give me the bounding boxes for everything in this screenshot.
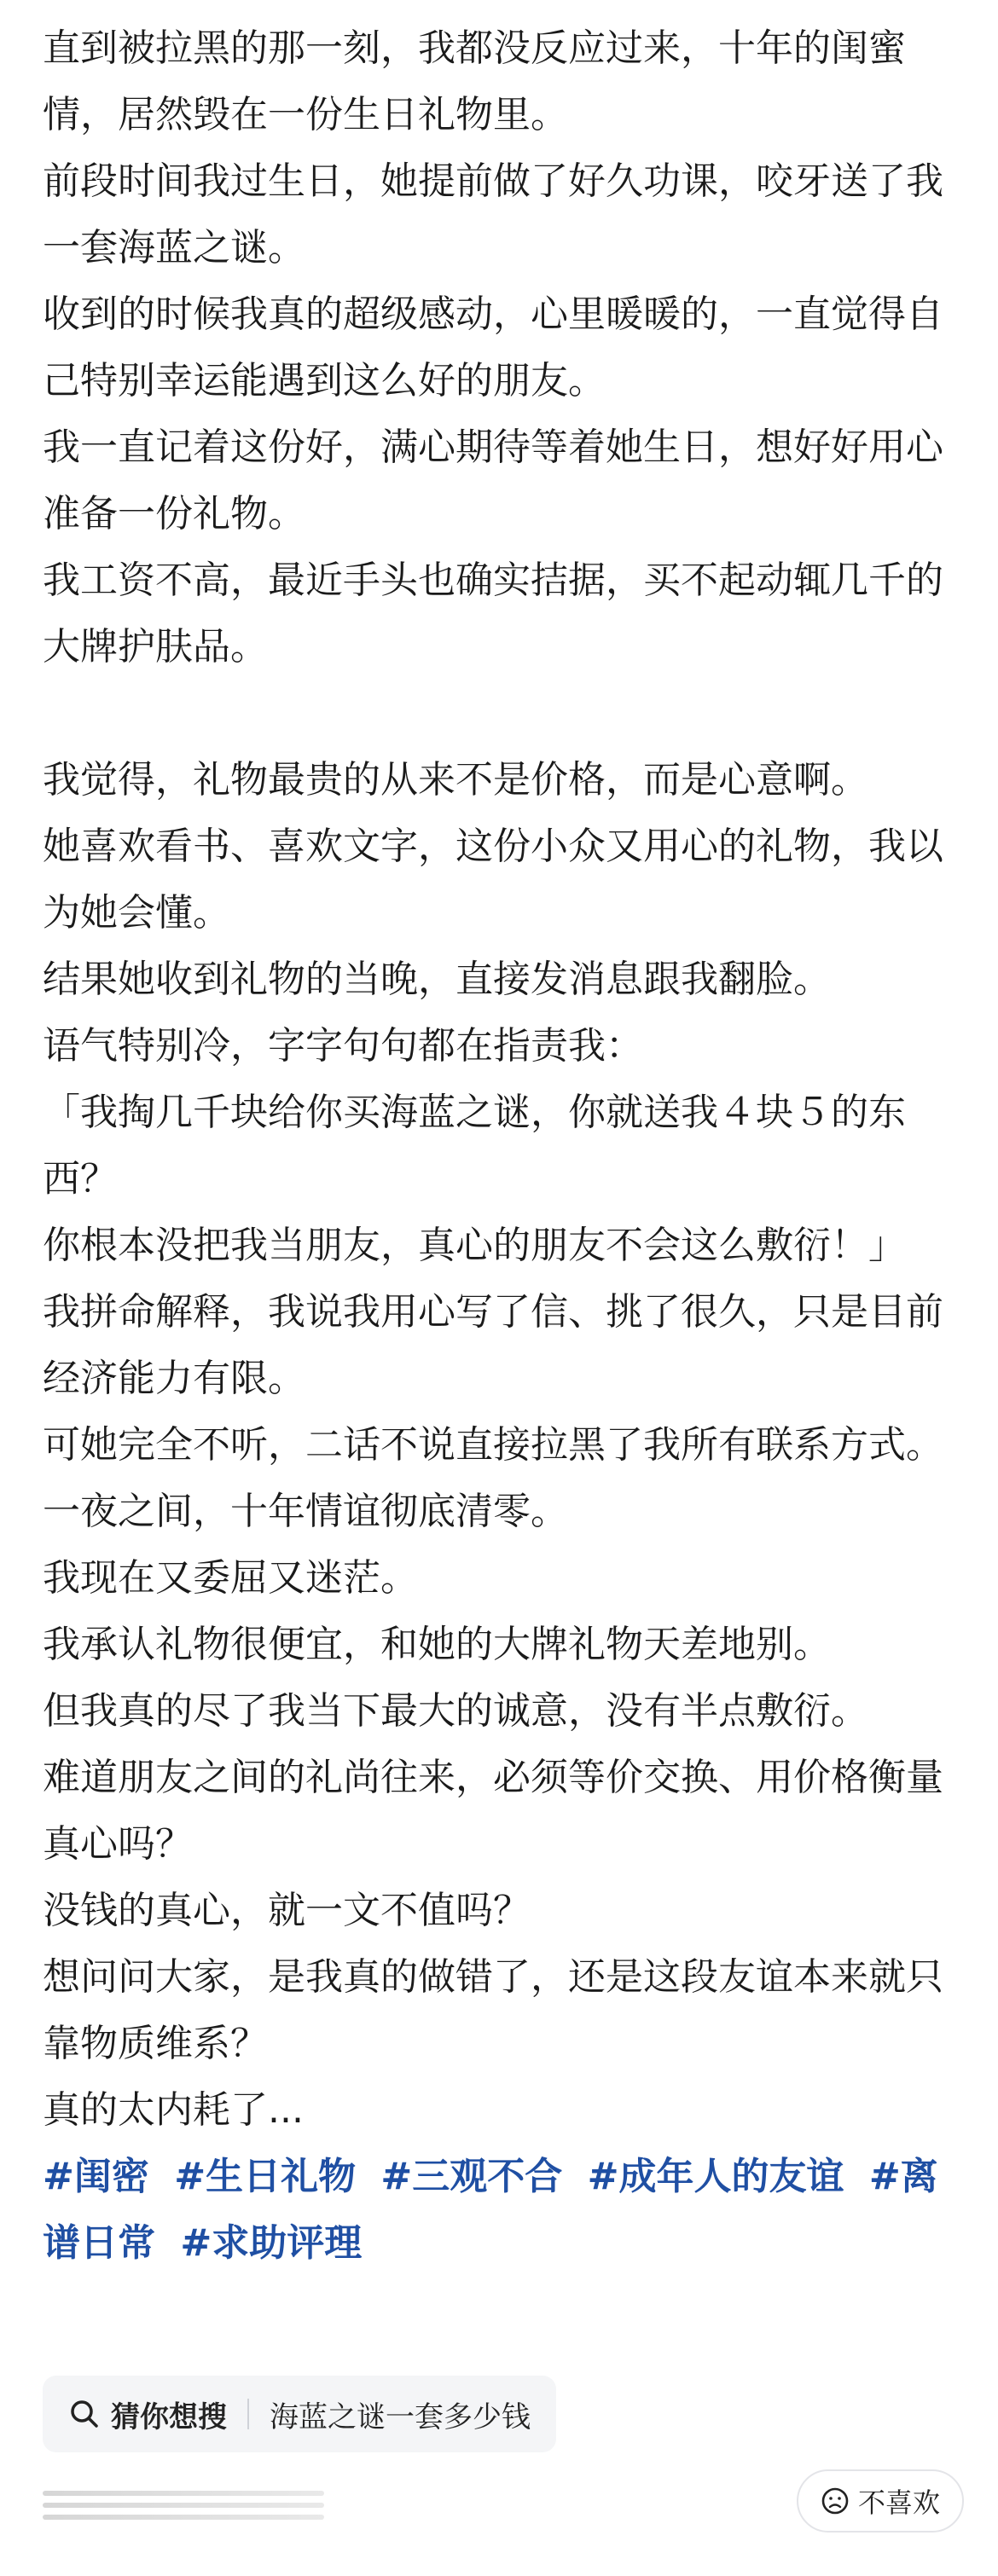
post-paragraph: 一夜之间，十年情谊彻底清零。 [43, 1490, 568, 1533]
divider [247, 2399, 249, 2429]
post-paragraph: 「我掏几千块给你买海蓝之谜，你就送我４块５的东西？ [43, 1091, 906, 1201]
post-paragraph: 前段时间我过生日，她提前做了好久功课，咬牙送了我一套海蓝之谜。 [43, 159, 943, 269]
dislike-button[interactable] [797, 2469, 964, 2533]
hashtag-link[interactable]: #成年人的友谊 [587, 2155, 844, 2198]
hashtag-link[interactable]: #三观不合 [380, 2155, 563, 2198]
post-paragraph: 直到被拉黑的那一刻，我都没反应过来，十年的闺蜜情，居然毁在一份生日礼物里。 [43, 26, 906, 136]
post-paragraph: 我觉得，礼物最贵的从来不是价格，而是心意啊。 [43, 758, 868, 802]
post-paragraph: 收到的时候我真的超级感动，心里暖暖的，一直觉得自己特别幸运能遇到这么好的朋友。 [43, 292, 943, 402]
suggested-search-label: 猜你想搜 [111, 2399, 227, 2434]
post-paragraph: 可她完全不听，二话不说直接拉黑了我所有联系方式。 [43, 1423, 943, 1467]
post-paragraph: 你根本没把我当朋友，真心的朋友不会这么敷衍！」 [43, 1224, 906, 1267]
post-paragraph: 我现在又委屈又迷茫。 [43, 1556, 418, 1600]
hashtag-list [43, 2144, 972, 2277]
hashtag-link[interactable]: #求助评理 [180, 2221, 363, 2265]
post-paragraph: 没钱的真心，就一文不值吗？ [43, 1889, 531, 1932]
hashtag-link[interactable]: #生日礼物 [174, 2155, 357, 2198]
post-paragraph: 我拼命解释，我说我用心写了信、挑了很久，只是目前经济能力有限。 [43, 1290, 943, 1400]
post-paragraph: 结果她收到礼物的当晚，直接发消息跟我翻脸。 [43, 958, 831, 1001]
dislike-label: 不喜欢 [857, 2486, 940, 2519]
hashtag-link[interactable]: #闺密 [43, 2155, 149, 2198]
post-paragraph: 语气特别冷，字字句句都在指责我： [43, 1024, 643, 1068]
author-info-placeholder [43, 2491, 324, 2520]
post-paragraph: 我工资不高，最近手头也确实拮据，买不起动辄几千的大牌护肤品。 [43, 559, 943, 669]
post-paragraph: 我一直记着这份好，满心期待等着她生日，想好好用心准备一份礼物。 [43, 425, 943, 535]
paragraph-gap [43, 680, 972, 747]
post-paragraph: 但我真的尽了我当下最大的诚意，没有半点敷衍。 [43, 1689, 868, 1733]
post-paragraph: 真的太内耗了... [43, 2088, 304, 2132]
search-icon [68, 2398, 101, 2430]
post-paragraph: 她喜欢看书、喜欢文字，这份小众又用心的礼物，我以为她会懂。 [43, 825, 943, 935]
post-paragraph: 我承认礼物很便宜，和她的大牌礼物天差地别。 [43, 1623, 831, 1666]
suggested-search[interactable] [43, 2376, 556, 2452]
suggested-search-query[interactable]: 海蓝之谜一套多少钱 [270, 2399, 531, 2434]
post-paragraph: 想问问大家，是我真的做错了，还是这段友谊本来就只靠物质维系？ [43, 1955, 943, 2065]
hashtag-link[interactable]: #离谱日常 [43, 2155, 938, 2265]
frown-face-icon [821, 2486, 850, 2515]
post-body [43, 15, 972, 2277]
post-paragraph: 难道朋友之间的礼尚往来，必须等价交换、用价格衡量真心吗？ [43, 1756, 943, 1866]
